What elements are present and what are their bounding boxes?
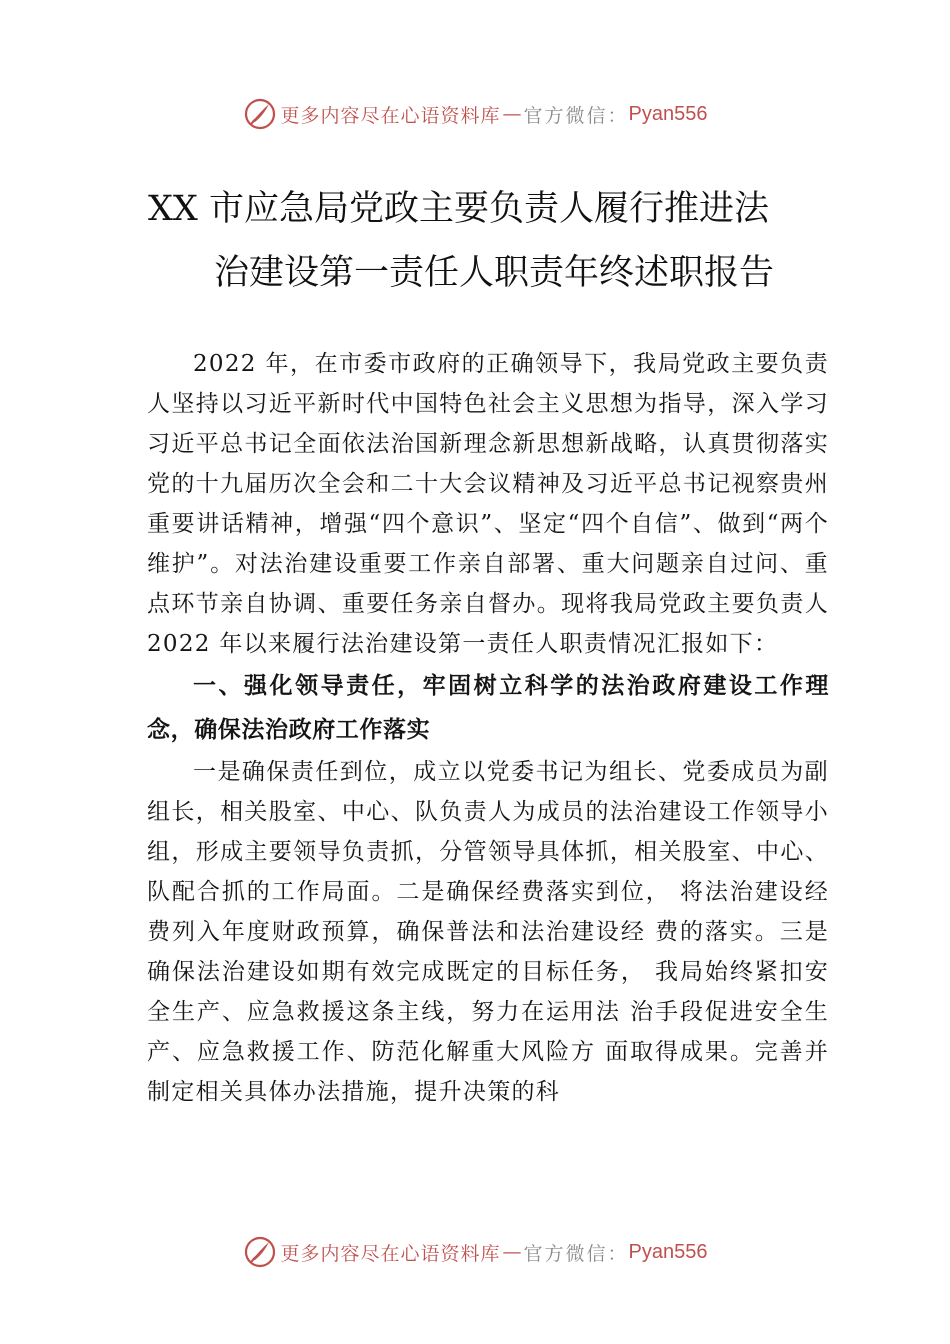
banner-dash: — [502,103,522,125]
footer-wechat-label: 官方微信： [523,1242,629,1265]
banner-library-text: 更多内容尽在心语资料库 [280,104,501,127]
document-body [147,344,829,1112]
document-title-line-1: XX 市应急局党政主要负责人履行推进法 [148,189,769,229]
document-title-line-2: 治建设第一责任人职责年终述职报告 [214,253,775,293]
quill-logo-icon [243,97,277,131]
banner-wechat-label: 官方微信： [523,104,629,127]
footer-banner [0,1230,950,1274]
footer-wechat-id: Pyan556 [628,1240,708,1263]
footer-dash: — [502,1241,522,1263]
header-banner [0,92,950,136]
banner-wechat-id: Pyan556 [628,102,708,125]
quill-logo-icon [243,1235,277,1269]
section-heading-1: 一、强化领导责任，牢固树立科学的法治政府建设工作理念，确保法治政府工作落实 [147,673,829,743]
footer-library-text: 更多内容尽在心语资料库 [280,1242,501,1265]
paragraph-intro: 2022 年，在市委市政府的正确领导下，我局党政主要负责人坚持以习近平新时代中国特色社会主义思想为指导，深入学习习近平总书记全面依法治国新理念新思想新战略，认真贯彻落实党的十九届历次全会和二十大会议精神及习近平总书记视察贵州重要讲话精神，增强“四个意识”、坚定“四个自信”、做到“两个维护”。对法治建设重要工作亲自部署、重大问题亲自过问、重点环节亲自协调、重要任务亲自督办。现将我局党政主要负责人 2022 年以来履行法治建设第一责任人职责情况汇报如下： [147,351,829,657]
paragraph-section-1: 一是确保责任到位，成立以党委书记为组长、党委成员为副组长，相关股室、中心、队负责人为成员的法治建设工作领导小组，形成主要领导负责抓，分管领导具体抓，相关股室、中心、队配合抓的工作局面。二是确保经费落实到位， 将法治建设经费列入年度财政预算，确保普法和法治建设经 费的落实。三是确保法治建设如期有效完成既定的目标任务， 我局始终紧扣安全生产、应急救援这条主线，努力在运用法 治手段促进安全生产、应急救援工作、防范化解重大风险方 面取得成果。完善并制定相关具体办法措施，提升决策的科 [147,759,829,1105]
